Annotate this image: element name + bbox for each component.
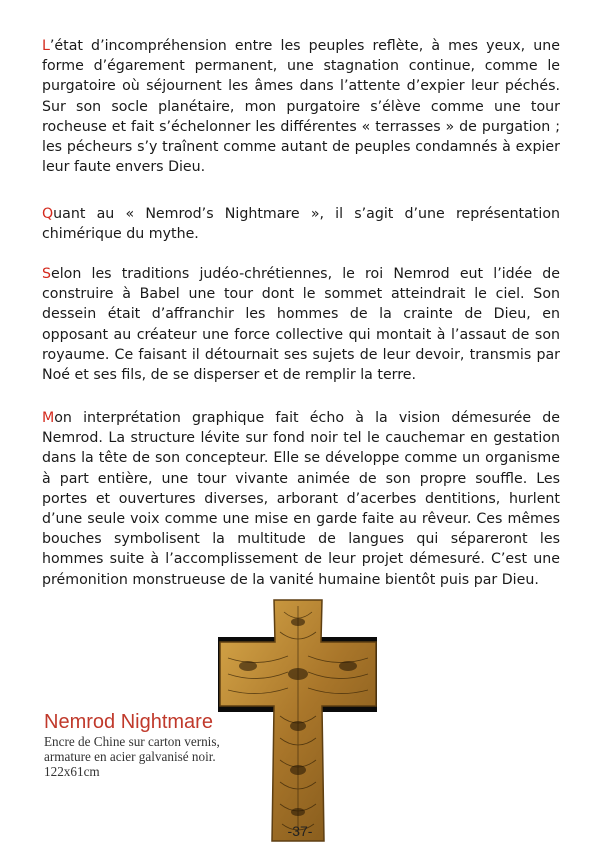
artwork-dimensions: 122x61cm [44, 764, 100, 780]
paragraph-text: elon les traditions judéo-chrétiennes, le roi Nemrod eut l’idée de construire à Babel une tour dont le sommet atteindrait le ciel. Son dessein était d’affranchir les hommes de la crainte de Dieu, en opposant au créateur une force collective qui montait à l’assaut de son royaume. Ce faisant il détournait ses sujets de leur devoir, transmis par Noé et ses fils, de se disperser et de remplir la terre. [42, 266, 560, 384]
paragraph-traditions [42, 264, 560, 385]
paragraph-interpretation [42, 408, 560, 590]
drop-initial: S [42, 266, 52, 282]
artwork-caption [44, 710, 264, 780]
paragraph-nemrod-intro [42, 204, 560, 244]
drop-initial: Q [42, 206, 54, 222]
drop-initial: L [42, 38, 50, 54]
artwork-medium-line-2: armature en acier galvanisé noir. [44, 749, 216, 765]
artwork-title: Nemrod Nightmare [44, 711, 213, 733]
drop-initial: M [42, 410, 55, 426]
paragraph-purgatoire [42, 36, 560, 177]
paragraph-text: on interprétation graphique fait écho à la vision démesurée de Nemrod. La structure lévite sur fond noir tel le cauchemar en gestation dans la tête de son concepteur. Elle se développe comme un organisme à part entière, une tour vivante animée de son propre souffle. Les portes et ouvertures diverses, arborant d’acerbes dentitions, hurlent d’une seule voix comme une mise en garde faite au rêveur. Ces mêmes bouches symbolisent la multitude de langues qui sépareront les hommes suite à l’accomplissement de leur projet démesuré. C’est une prémonition monstrueuse de la vanité humaine bientôt puis par Dieu. [42, 410, 560, 588]
page-number: -37- [287, 823, 313, 839]
paragraph-text: ’état d’incompréhension entre les peuples reflète, à mes yeux, une forme d’égarement permanent, une stagnation continue, comme le purgatoire où séjournent les âmes dans l’attente d’expier leur péchés. Sur son socle planétaire, mon purgatoire s’élève comme une tour rocheuse et fait s’échelonner les différentes « terrasses » de purgation ; les pécheurs s’y traînent comme autant de peuples condamnés à expier leur faute envers Dieu. [42, 38, 560, 176]
paragraph-text: uant au « Nemrod’s Nightmare », il s’agit d’une représentation chimérique du mythe. [42, 206, 560, 243]
artwork-medium-line-1: Encre de Chine sur carton vernis, [44, 734, 220, 749]
